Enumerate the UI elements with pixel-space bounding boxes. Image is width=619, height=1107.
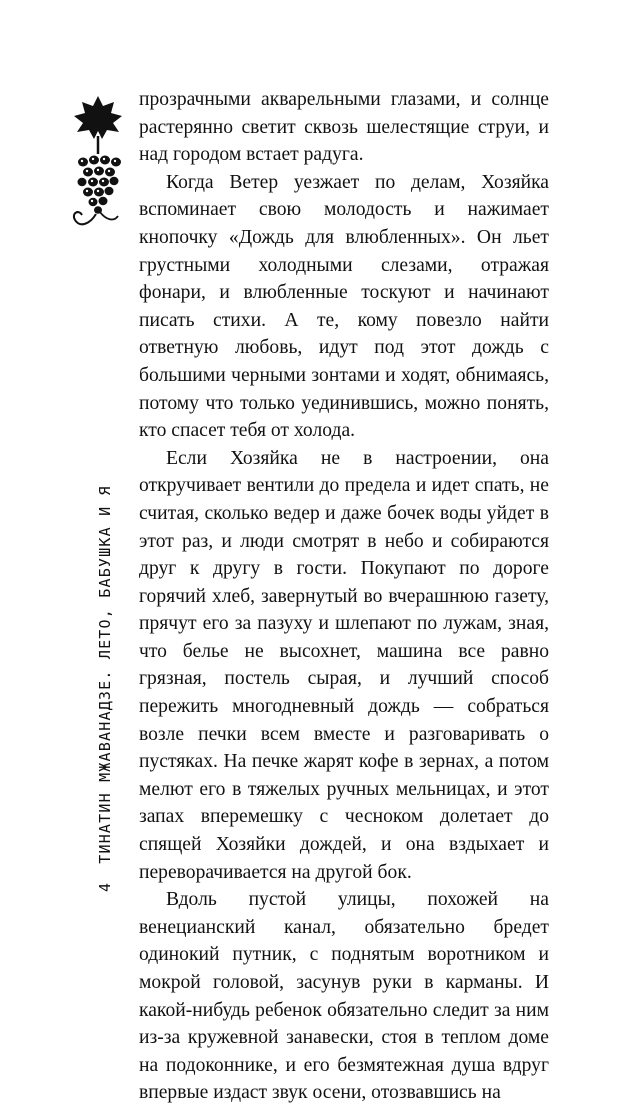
grape-vine-icon [62, 92, 134, 242]
paragraph-1: прозрачными акварельными глазами, и солнце растерянно светит сквозь шелестящие струи, и над городом встает радуга. [139, 89, 549, 166]
paragraph-3: Если Хозяйка не в настроении, она откручивает вентили до предела и идет спать, не считая, сколько ведер и даже бочек воды уйдет в этот раз, и люди смотрят в небо и собираются друг к другу в гости. Покупают по дороге горячий хлеб, завернутый во вчерашнюю газету, прячут его за пазуху и шлепают по лужам, зная, что белье не высохнет, машина все равно грязная, постель сырая, и лучший способ пережить многодневный дождь — собраться возле печки всем вместе и разговаривать о пустяках. На печке жарят кофе в зернах, а потом мелют его в тяжелых ручных мельницах, и этот запах вперемешку с чесноком долетает до спящей Хозяйки дождей, и она вздыхает и переворачивается на другой бок. [139, 447, 549, 883]
page-number: 4 [96, 881, 114, 892]
paragraph-4: Вдоль пустой улицы, похожей на венецианский канал, обязательно бредет одинокий путник, с поднятым воротником и мокрой головой, засунув руки в карманы. И какой-нибудь ребенок обязательно следит за ним из-за кружевной занавески, стоя в теплом доме на подоконнике, и его безмятежная душа вдруг впервые издаст звук осени, отозвавшись на [139, 889, 549, 1104]
body-text [139, 86, 549, 1107]
running-title: ТИНАТИН МЖАВАНАДЗЕ. ЛЕТО, БАБУШКА И Я [96, 485, 114, 864]
paragraph-2: Когда Ветер уезжает по делам, Хозяйка вспоминает свою молодость и нажимает кнопочку «Дождь для влюбленных». Он льет грустными холодными слезами, отражая фонари, и влюбленные тоскуют и начинают писать стихи. А те, кому повезло найти ответную любовь, идут под этот дождь с большими черными зонтами и ходят, обнимаясь, потому что только уединившись, можно понять, кто спасет тебя от холода. [139, 171, 549, 442]
running-header [96, 485, 114, 892]
